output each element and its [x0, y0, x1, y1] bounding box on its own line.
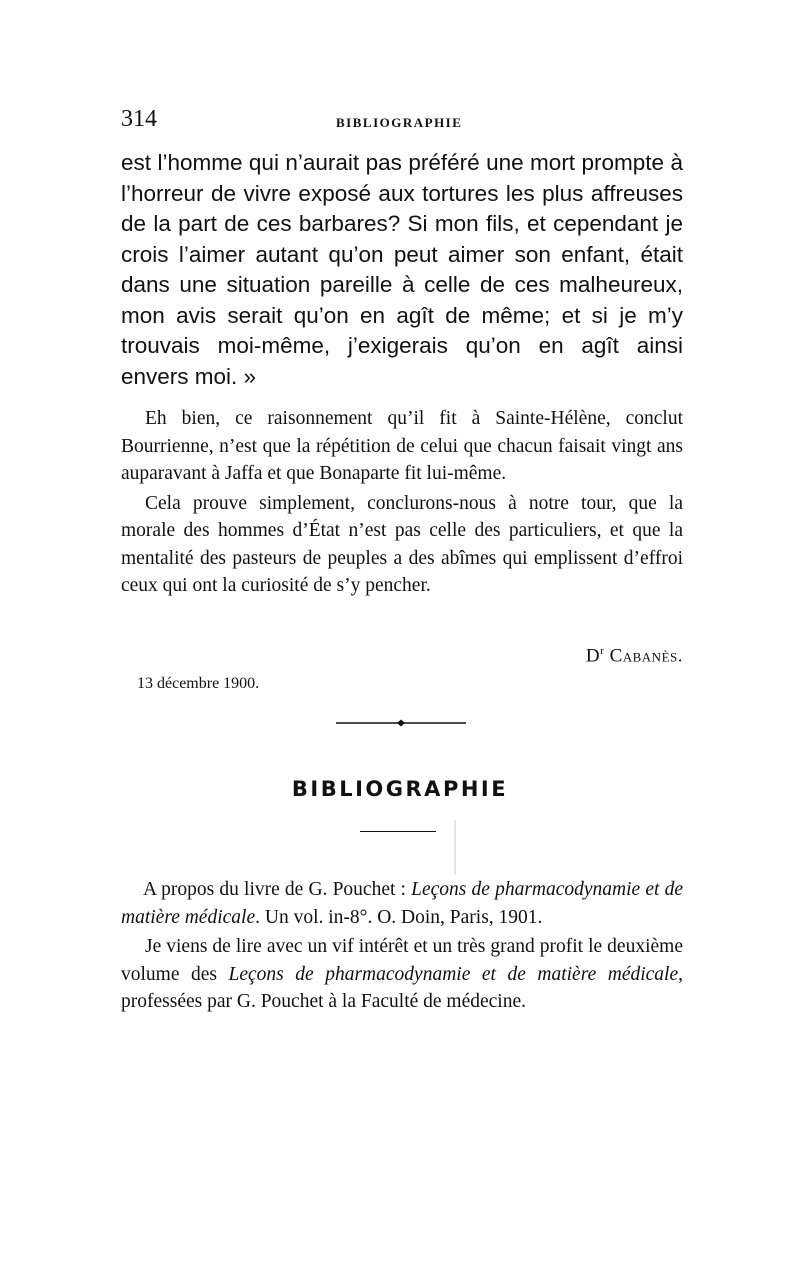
review-body-after: , professées par G. Pouchet à la Faculté de médecine.	[121, 963, 683, 1012]
signature-prefix: D	[585, 645, 601, 667]
paragraph-bourrienne: Eh bien, ce raisonnement qu’il fit à Sainte-Hélène, conclut Bourrienne, n’est que la répétition de celui que chacun faisait vingt ans auparavant à Jaffa et que Bonaparte fit lui-même.	[121, 408, 683, 484]
running-head	[121, 106, 681, 136]
signature-superscript: r	[600, 645, 605, 657]
scan-artifact	[454, 820, 456, 875]
page-number: 314	[121, 106, 157, 132]
running-title: BIBLIOGRAPHIE	[336, 115, 463, 130]
dateline: 13 décembre 1900.	[137, 675, 260, 692]
author-signature	[586, 645, 683, 667]
review-intro-title: Leçons de pharmacodynamie et de matière médicale	[121, 879, 683, 928]
paragraph-conclusion: Cela prouve simplement, conclurons-nous à notre tour, que la morale des hommes d’État n’est pas celle des particuliers, et que la mentalité des pasteurs de peuples a des abîmes qui emplissent d’effroi ceux qui ont la curiosité de s’y pencher.	[121, 492, 683, 596]
quotation-paragraph: est l’homme qui n’aurait pas préféré une mort prompte à l’horreur de vivre exposé aux tortures les plus affreuses de la part de ces barbares? Si mon fils, et cependant je crois l’aimer autant qu’on peut aimer son enfant, était dans une situation pareille à celle de ces malheureux, mon avis serait qu’on en agît de même; et si je m’y trouvais moi-même, j’exigerais qu’on en agît ainsi envers moi. »	[121, 150, 683, 389]
signature-name: Cabanès.	[609, 645, 683, 667]
review-block	[121, 876, 683, 1018]
review-body	[121, 933, 683, 1016]
section-heading: BIBLIOGRAPHIE	[291, 777, 509, 801]
continued-quotation	[121, 148, 683, 392]
review-intro-before: A propos du livre de G. Pouchet :	[143, 879, 412, 900]
review-intro	[121, 876, 683, 931]
review-body-before: Je viens de lire avec un vif intérêt et un très grand profit le deuxième volume des	[121, 936, 683, 985]
review-intro-after: . Un vol. in-8°. O. Doin, Paris, 1901.	[255, 906, 543, 928]
conclusion-block	[121, 405, 683, 602]
heading-rule	[360, 831, 436, 832]
review-body-title: Leçons de pharmacodynamie et de matière médicale	[228, 963, 679, 985]
divider-diamond	[397, 720, 405, 727]
divider-ornament	[336, 718, 466, 728]
